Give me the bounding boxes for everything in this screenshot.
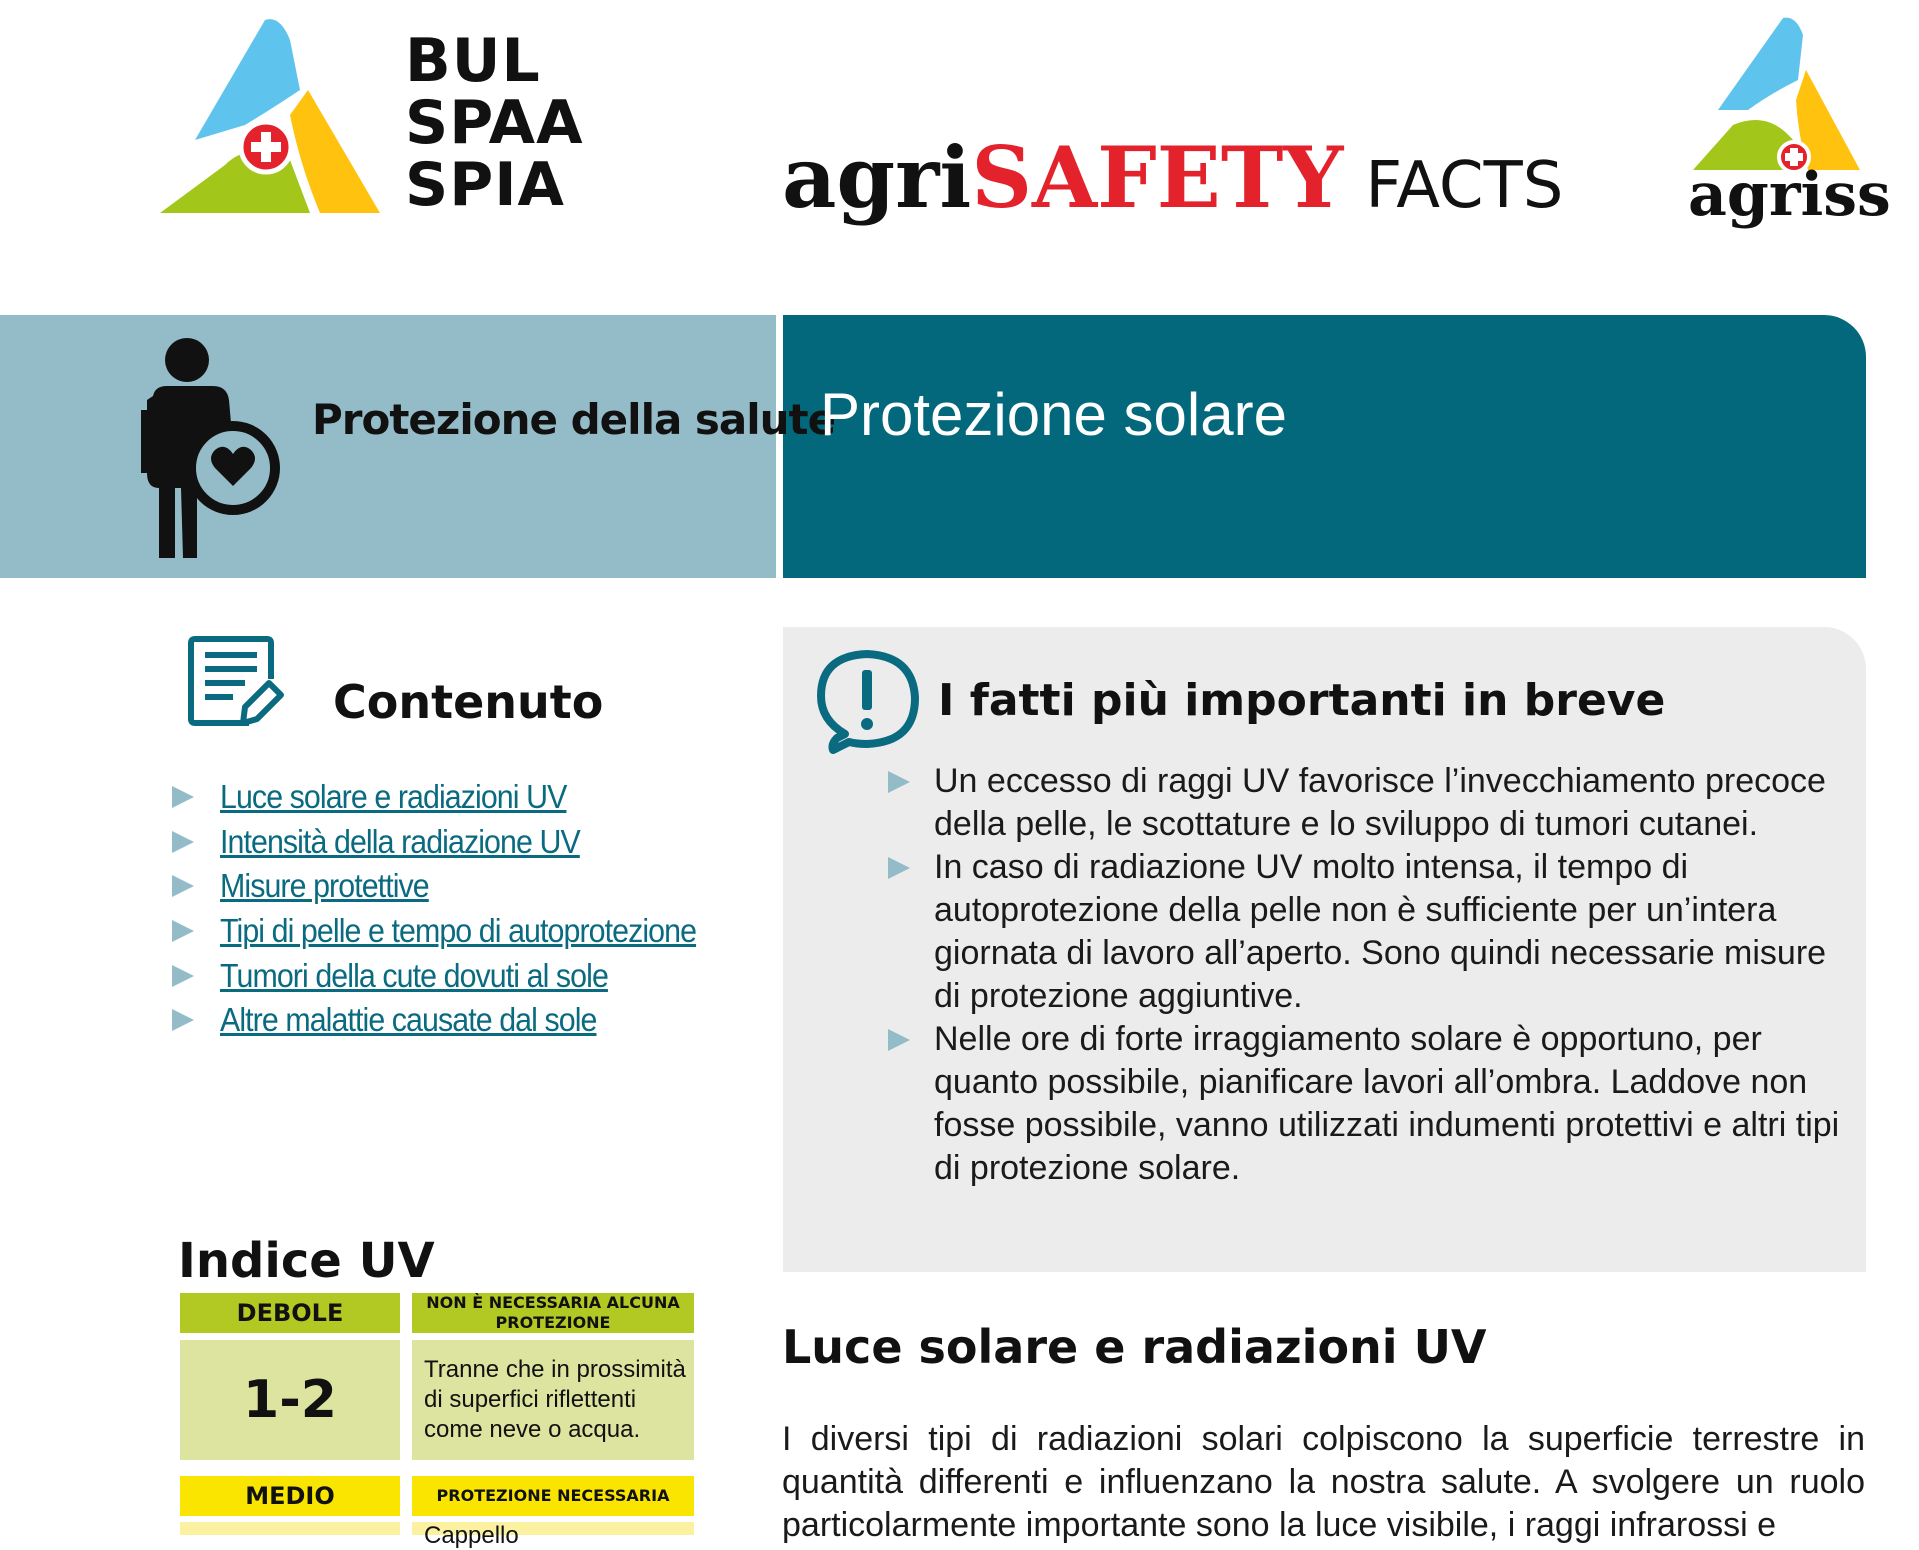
list-item xyxy=(172,909,737,954)
toc-link-skin-cancer[interactable]: Tumori della cute dovuti al sole xyxy=(220,956,608,994)
list-item: In caso di radiazione UV molto intensa, il tempo di autoprotezione della pelle non è sufficiente per un’intera giornata di lavoro all’aperto. Sono quindi necessarie misure di protezione aggiuntive. xyxy=(888,846,1848,1018)
bullet-triangle-icon xyxy=(888,857,910,879)
uv-range-1-2: 1-2 xyxy=(180,1340,400,1460)
uv-level-weak: DEBOLE xyxy=(180,1293,400,1333)
bul-logo-text: BUL SPAA SPIA xyxy=(405,26,584,220)
uv-note-medium: Cappello xyxy=(412,1522,694,1535)
section-heading-sunlight-uv: Luce solare e radiazioni UV xyxy=(782,1320,1487,1374)
list-item xyxy=(172,953,737,998)
key-facts-title: I fatti più importanti in breve xyxy=(938,675,1666,726)
section-category-label: Protezione della salute xyxy=(312,395,836,444)
bullet-triangle-icon xyxy=(888,771,910,793)
exclamation-speech-icon xyxy=(815,648,921,754)
bullet-triangle-icon xyxy=(172,786,194,808)
key-facts-list xyxy=(888,760,1848,1190)
list-item xyxy=(172,775,737,820)
toc-link-other-diseases[interactable]: Altre malattie causate dal sole xyxy=(220,1001,597,1039)
contents-list xyxy=(172,775,737,1043)
bullet-triangle-icon xyxy=(172,1009,194,1031)
agriss-logo-text: agriss xyxy=(1688,160,1891,230)
list-item xyxy=(172,998,737,1043)
contents-document-icon xyxy=(187,635,287,735)
bullet-triangle-icon xyxy=(888,1029,910,1051)
agriss-logo-mark xyxy=(1688,15,1868,175)
list-item: Nelle ore di forte irraggiamento solare è opportuno, per quanto possibile, pianificare lavori all’ombra. Laddove non fosse possibile, vanno utilizzati indumenti protettivi e altri tipi di protezione solare. xyxy=(888,1018,1848,1190)
list-item xyxy=(172,864,737,909)
section-body-text: I diversi tipi di radiazioni solari colpiscono la superficie terrestre in quantità differenti e influenzano la nostra salute. A svolgere un ruolo particolarmente importante sono la luce visibile, i raggi infrarossi e xyxy=(782,1420,1865,1544)
list-item xyxy=(172,820,737,865)
uv-protection-needed: PROTEZIONE NECESSARIA xyxy=(412,1476,694,1516)
bullet-triangle-icon xyxy=(172,965,194,987)
uv-range-medium xyxy=(180,1522,400,1535)
uv-note-weak: Tranne che in prossimità di superfici riflettenti come neve o acqua. xyxy=(412,1340,694,1460)
toc-link-sunlight-uv[interactable]: Luce solare e radiazioni UV xyxy=(220,778,567,816)
agrisafety-facts-logo: agriSAFETY FACTS xyxy=(782,128,1564,227)
bullet-triangle-icon xyxy=(172,920,194,942)
uv-level-medium: MEDIO xyxy=(180,1476,400,1516)
toc-link-protective-measures[interactable]: Misure protettive xyxy=(220,867,429,905)
uv-protection-none: NON È NECESSARIA ALCUNA PROTEZIONE xyxy=(412,1293,694,1333)
list-item: Un eccesso di raggi UV favorisce l’invecchiamento precoce della pelle, le scottature e lo sviluppo di tumori cutanei. xyxy=(888,760,1848,846)
uv-index-title: Indice UV xyxy=(178,1233,435,1289)
bul-logo-mark xyxy=(150,15,390,215)
health-protection-icon xyxy=(135,338,285,563)
page-title: Protezione solare xyxy=(820,381,1287,448)
contents-title: Contenuto xyxy=(333,675,604,729)
banner-category xyxy=(0,315,776,578)
toc-link-uv-intensity[interactable]: Intensità della radiazione UV xyxy=(220,822,580,860)
bullet-triangle-icon xyxy=(172,831,194,853)
toc-link-skin-types[interactable]: Tipi di pelle e tempo di autoprotezione xyxy=(220,912,697,950)
bullet-triangle-icon xyxy=(172,875,194,897)
